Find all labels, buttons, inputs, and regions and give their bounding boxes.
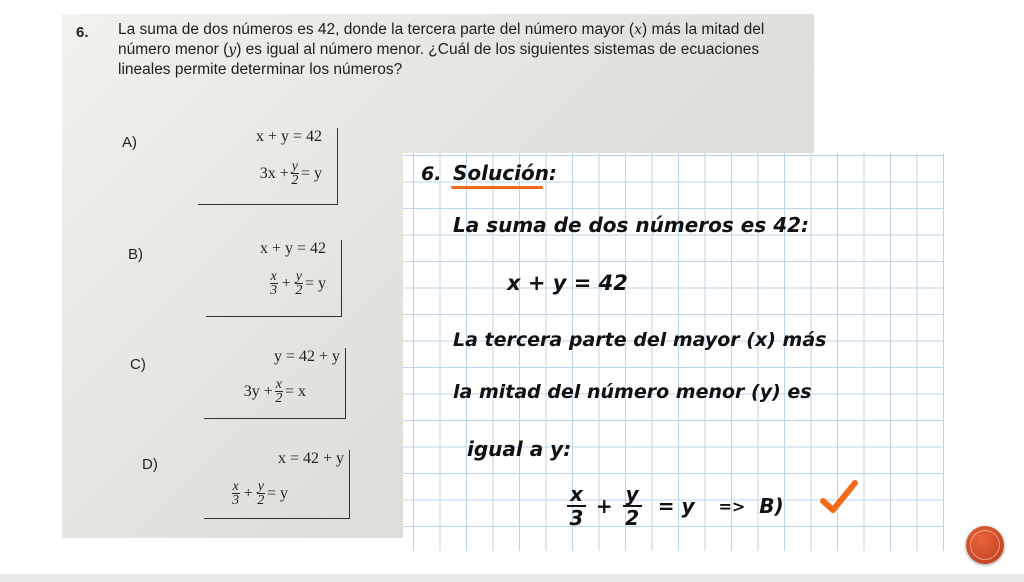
final-arrow: =>	[718, 496, 746, 516]
option-a-frac-num: y	[291, 159, 298, 174]
question-text-part1: La suma de dos números es 42, donde la tercera parte del número mayor (	[118, 21, 635, 38]
option-b-eq2	[268, 270, 327, 297]
option-d-frac1	[232, 480, 240, 507]
option-d-system	[204, 450, 350, 518]
question-text	[118, 20, 808, 80]
solution-heading-underline	[451, 186, 543, 189]
option-a-frac-den: 2	[291, 173, 299, 188]
option-a-eq2-pre: 3x +	[259, 164, 289, 182]
final-frac-2-den: 2	[625, 506, 640, 530]
handwritten-solution-grid	[403, 153, 944, 551]
final-op: +	[595, 494, 613, 518]
solution-line-1: La suma de dos números es 42:	[453, 213, 810, 237]
option-d-frac2-num: y	[257, 479, 264, 494]
option-b-system	[206, 240, 342, 316]
solution-heading-number: 6.	[421, 163, 442, 185]
option-a-frac	[291, 160, 299, 187]
option-c-eq1: y = 42 + y	[273, 348, 340, 365]
next-slide-button[interactable]	[966, 526, 1004, 564]
option-d-eq2	[230, 480, 289, 507]
option-b-eq1: x + y = 42	[259, 240, 326, 257]
option-b-eq2-post: = y	[304, 274, 326, 292]
option-c-frac	[275, 378, 283, 405]
option-b-frac2-num: y	[295, 269, 302, 284]
final-frac-1-num: x	[567, 483, 586, 507]
solution-heading: Solución:	[453, 161, 557, 185]
solution-line-3: La tercera parte del mayor (x) más	[453, 329, 827, 351]
option-c-eq2	[244, 378, 306, 405]
option-b-frac2-den: 2	[295, 283, 303, 298]
option-d-bracket-h	[204, 518, 350, 519]
option-b-op: +	[281, 274, 291, 292]
option-a-eq2-post: = y	[300, 164, 322, 182]
option-a-bracket-h	[198, 204, 338, 205]
option-d-frac1-num: x	[232, 479, 239, 494]
option-c-frac-den: 2	[275, 391, 283, 406]
question-var-x: x	[634, 22, 642, 38]
question-number: 6.	[76, 24, 89, 41]
option-d-label: D)	[142, 456, 158, 473]
option-d-frac2-den: 2	[257, 493, 265, 508]
option-c-eq2-post: = x	[284, 382, 306, 400]
final-answer: B)	[759, 494, 784, 518]
option-d-eq2-post: = y	[266, 484, 288, 502]
option-d-frac1-den: 3	[232, 493, 240, 508]
option-c-bracket-h	[204, 418, 346, 419]
question-text-part2: ) más la mitad del número menor (	[118, 21, 765, 58]
slide-bottom-bar	[0, 574, 1024, 582]
option-b-frac2	[295, 270, 303, 297]
option-b-label: B)	[128, 246, 143, 263]
final-frac-2	[623, 483, 642, 529]
option-b-frac1-num: x	[270, 269, 277, 284]
final-frac-1	[567, 483, 586, 529]
final-frac-1-den: 3	[569, 506, 584, 530]
option-a-bracket-v	[337, 128, 338, 204]
final-eq: = y	[657, 494, 695, 518]
option-a-eq1: x + y = 42	[255, 128, 322, 145]
solution-line-5: igual a y:	[467, 437, 572, 461]
solution-line-2: x + y = 42	[507, 271, 628, 295]
option-c-eq2-pre: 3y +	[243, 382, 273, 400]
option-d-frac2	[257, 480, 265, 507]
option-d-op: +	[243, 484, 253, 502]
solution-line-4: la mitad del número menor (y) es	[453, 381, 812, 403]
question-var-y: y	[228, 42, 237, 58]
option-c-label: C)	[130, 356, 146, 373]
option-d-eq1: x = 42 + y	[277, 450, 344, 467]
final-frac-2-num: y	[623, 483, 642, 507]
question-text-part3: ) es igual al número menor. ¿Cuál de los siguientes sistemas de ecuaciones lineales permite determinar los números?	[118, 41, 760, 78]
option-b-bracket-v	[341, 240, 342, 316]
solution-final-equation	[561, 483, 784, 529]
option-a-label: A)	[122, 134, 137, 151]
option-b-bracket-h	[206, 316, 342, 317]
option-b-frac1	[270, 270, 278, 297]
option-a-system	[198, 128, 338, 204]
option-c-bracket-v	[345, 348, 346, 418]
option-d-bracket-v	[349, 450, 350, 518]
option-b-frac1-den: 3	[270, 283, 278, 298]
option-c-system	[204, 348, 346, 418]
option-a-eq2	[260, 160, 322, 187]
checkmark-icon	[819, 479, 859, 515]
option-c-frac-num: x	[275, 377, 282, 392]
